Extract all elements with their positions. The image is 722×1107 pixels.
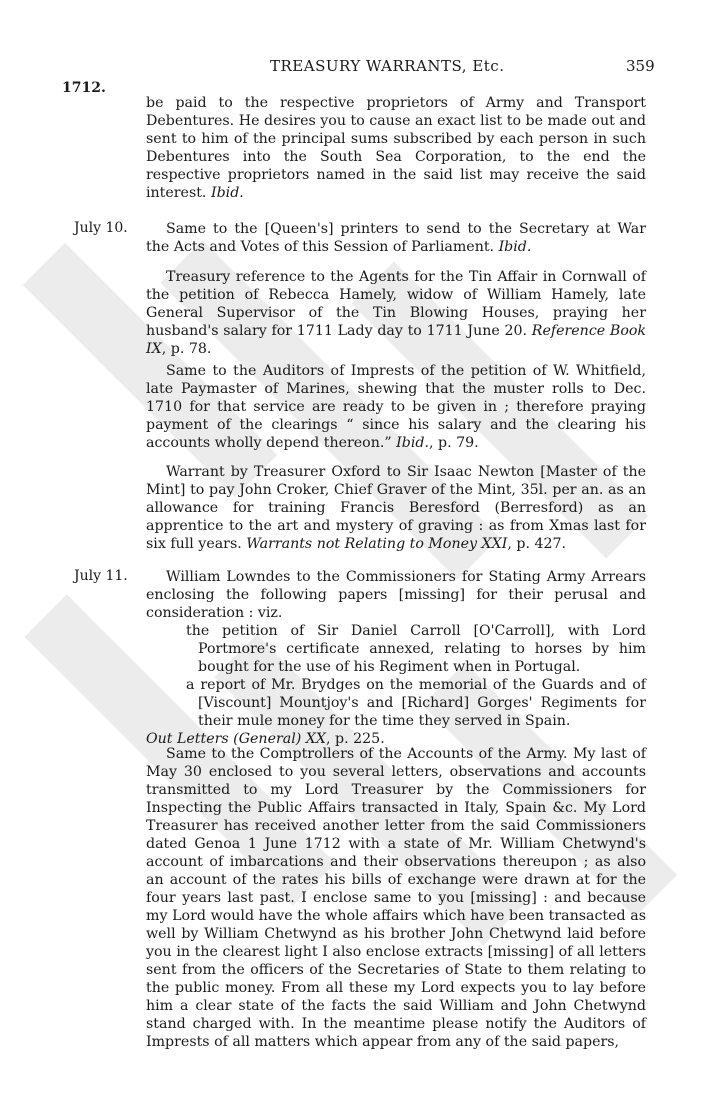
entry-paragraph (146, 568, 646, 748)
list-item: the petition of Sir Daniel Carroll [O'Carroll], with Lord Portmore's certificate annexed, relating to horses by him bought for the use of his Regiment when in Portugal. (186, 623, 646, 675)
entry-paragraph (146, 268, 646, 358)
entry-source: Out Letters (General) XX (146, 731, 326, 747)
entry-source: Warrants not Relating to Money XXI (246, 536, 508, 552)
entry-text: Same to the [Queen's] printers to send to the Secretary at War the Acts and Votes of this Session of Parliament. (146, 221, 646, 255)
margin-year: 1712. (62, 80, 106, 96)
entry-paragraph (146, 463, 646, 553)
entry-date: July 10. (74, 220, 128, 236)
entry-text: William Lowndes to the Commissioners for Stating Army Arrears enclosing the following papers [missing] for their perusal and consideration : viz. (146, 569, 646, 621)
entry-source: Reference Book IX (146, 323, 646, 357)
entry-source-page: , p. 427. (507, 536, 567, 552)
entry-text: Same to the Comptrollers of the Accounts of the Army. My last of May 30 enclosed to you several letters, observations and accounts transmitted to my Lord Treasurer by the Commissioners for Inspecting the Public Affairs transacted in Italy, Spain &c. My Lord Treasurer has received another letter from the said Commissioners dated Genoa 1 June 1712 with a state of Mr. William Chetwynd's account of imbarcations and their observations thereupon ; as also an account of the rates his bills of exchange were drawn at for the four years last past. I enclose same to you [missing] : and because my Lord would have the whole affairs which have been transacted as well by William Chetwynd as his brother John Chetwynd laid before you in the clearest light I also enclose extracts [missing] of all letters sent from the officers of the Secretaries of State to them relating to the public money. From all these my Lord expects you to lay before him a clear state of the facts the said William and John Chetwynd stand charged with. In the meantime please notify the Auditors of Imprests of all matters which appear from any of the said papers, (146, 746, 646, 1050)
entry-source: Ibid. (498, 239, 532, 255)
entry-text: be paid to the respective proprietors of Army and Transport Debentures. He desires you to cause an exact list to be made out and sent to him of the principal sums subscribed by each person in such Debentures into the South Sea Corporation, to the end the respective proprietors named in the said list may receive the said interest. (146, 95, 646, 201)
entry-source: Ibid. (396, 435, 429, 451)
entry-continuation (146, 94, 646, 202)
entry-source-page: , p. 79. (428, 435, 479, 451)
entry-paragraph (146, 220, 646, 256)
entry-paragraph (146, 745, 646, 1051)
entry-paragraph (146, 362, 646, 452)
entry-text: Same to the Auditors of Imprests of the petition of W. Whitfield, late Paymaster of Marines, shewing that the muster rolls to Dec. 1710 for that service are ready to be given in ; therefore praying payment of the clearings “ since his salary and the clearing his accounts wholly depend thereon.” (146, 363, 646, 451)
page-number: 359 (626, 57, 655, 75)
entry-date: July 11. (74, 568, 128, 584)
entry-source-page: , p. 78. (161, 341, 212, 357)
entry-source: Ibid. (210, 185, 244, 201)
entry-text: Treasury reference to the Agents for the Tin Affair in Cornwall of the petition of Rebecca Hamely, widow of William Hamely, late General Supervisor of the Tin Blowing Houses, praying her husband's salary for 1711 Lady day to 1711 June 20. (146, 269, 646, 339)
list-item: a report of Mr. Brydges on the memorial of the Guards and of [Viscount] Mountjoy's and [Richard] Gorges' Regiments for their mule money for the time they served in Spain. (186, 677, 646, 729)
entry-source-page: , p. 225. (326, 731, 385, 747)
running-title: TREASURY WARRANTS, Etc. (270, 57, 505, 75)
entry-text: Warrant by Treasurer Oxford to Sir Isaac Newton [Master of the Mint] to pay John Croker, Chief Graver of the Mint, 35l. per an. as an allowance for training Francis Beresford (Berresford) as an apprentice to the art and mystery of graving : as from Xmas last for six full years. (146, 464, 646, 552)
